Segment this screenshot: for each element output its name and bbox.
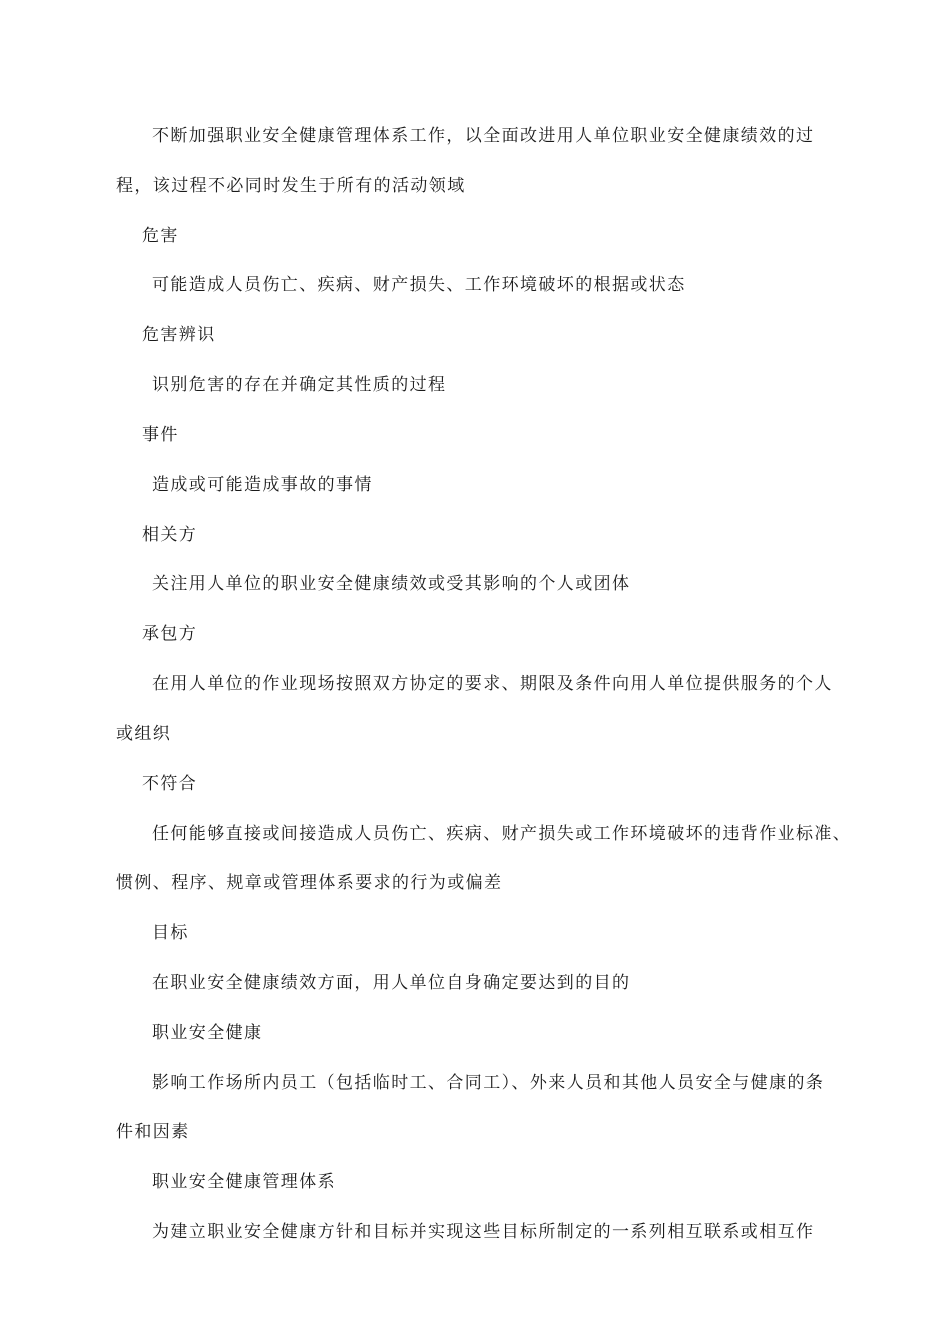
term-nonconformance: 不符合 bbox=[142, 774, 198, 794]
intro-line-2: 程，该过程不必同时发生于所有的活动领域 bbox=[116, 176, 466, 196]
term-hazard: 危害 bbox=[142, 226, 179, 246]
def-ohsms-line-1: 为建立职业安全健康方针和目标并实现这些目标所制定的一系列相互联系或相互作 bbox=[152, 1222, 815, 1242]
def-interested-party: 关注用人单位的职业安全健康绩效或受其影响的个人或团体 bbox=[152, 574, 631, 594]
def-ohs-line-1: 影响工作场所内员工（包括临时工、合同工）、外来人员和其他人员安全与健康的条 bbox=[152, 1073, 825, 1093]
def-hazard: 可能造成人员伤亡、疾病、财产损失、工作环境破坏的根据或状态 bbox=[152, 275, 686, 295]
def-contractor-line-2: 或组织 bbox=[116, 724, 172, 744]
term-incident: 事件 bbox=[142, 425, 179, 445]
def-objective: 在职业安全健康绩效方面，用人单位自身确定要达到的目的 bbox=[152, 973, 631, 993]
term-interested-party: 相关方 bbox=[142, 525, 198, 545]
intro-line-1: 不断加强职业安全健康管理体系工作，以全面改进用人单位职业安全健康绩效的过 bbox=[152, 126, 815, 146]
term-objective: 目标 bbox=[152, 923, 189, 943]
term-contractor: 承包方 bbox=[142, 624, 198, 644]
term-hazard-identification: 危害辨识 bbox=[142, 325, 216, 345]
def-contractor-line-1: 在用人单位的作业现场按照双方协定的要求、期限及条件向用人单位提供服务的个人 bbox=[152, 674, 833, 694]
def-nonconformance-line-1: 任何能够直接或间接造成人员伤亡、疾病、财产损失或工作环境破坏的违背作业标准、 bbox=[152, 824, 852, 844]
def-hazard-identification: 识别危害的存在并确定其性质的过程 bbox=[152, 375, 447, 395]
def-nonconformance-line-2: 惯例、程序、规章或管理体系要求的行为或偏差 bbox=[116, 873, 503, 893]
term-ohs: 职业安全健康 bbox=[152, 1023, 263, 1043]
term-ohsms: 职业安全健康管理体系 bbox=[152, 1172, 336, 1192]
def-ohs-line-2: 件和因素 bbox=[116, 1122, 190, 1142]
def-incident: 造成或可能造成事故的事情 bbox=[152, 475, 373, 495]
